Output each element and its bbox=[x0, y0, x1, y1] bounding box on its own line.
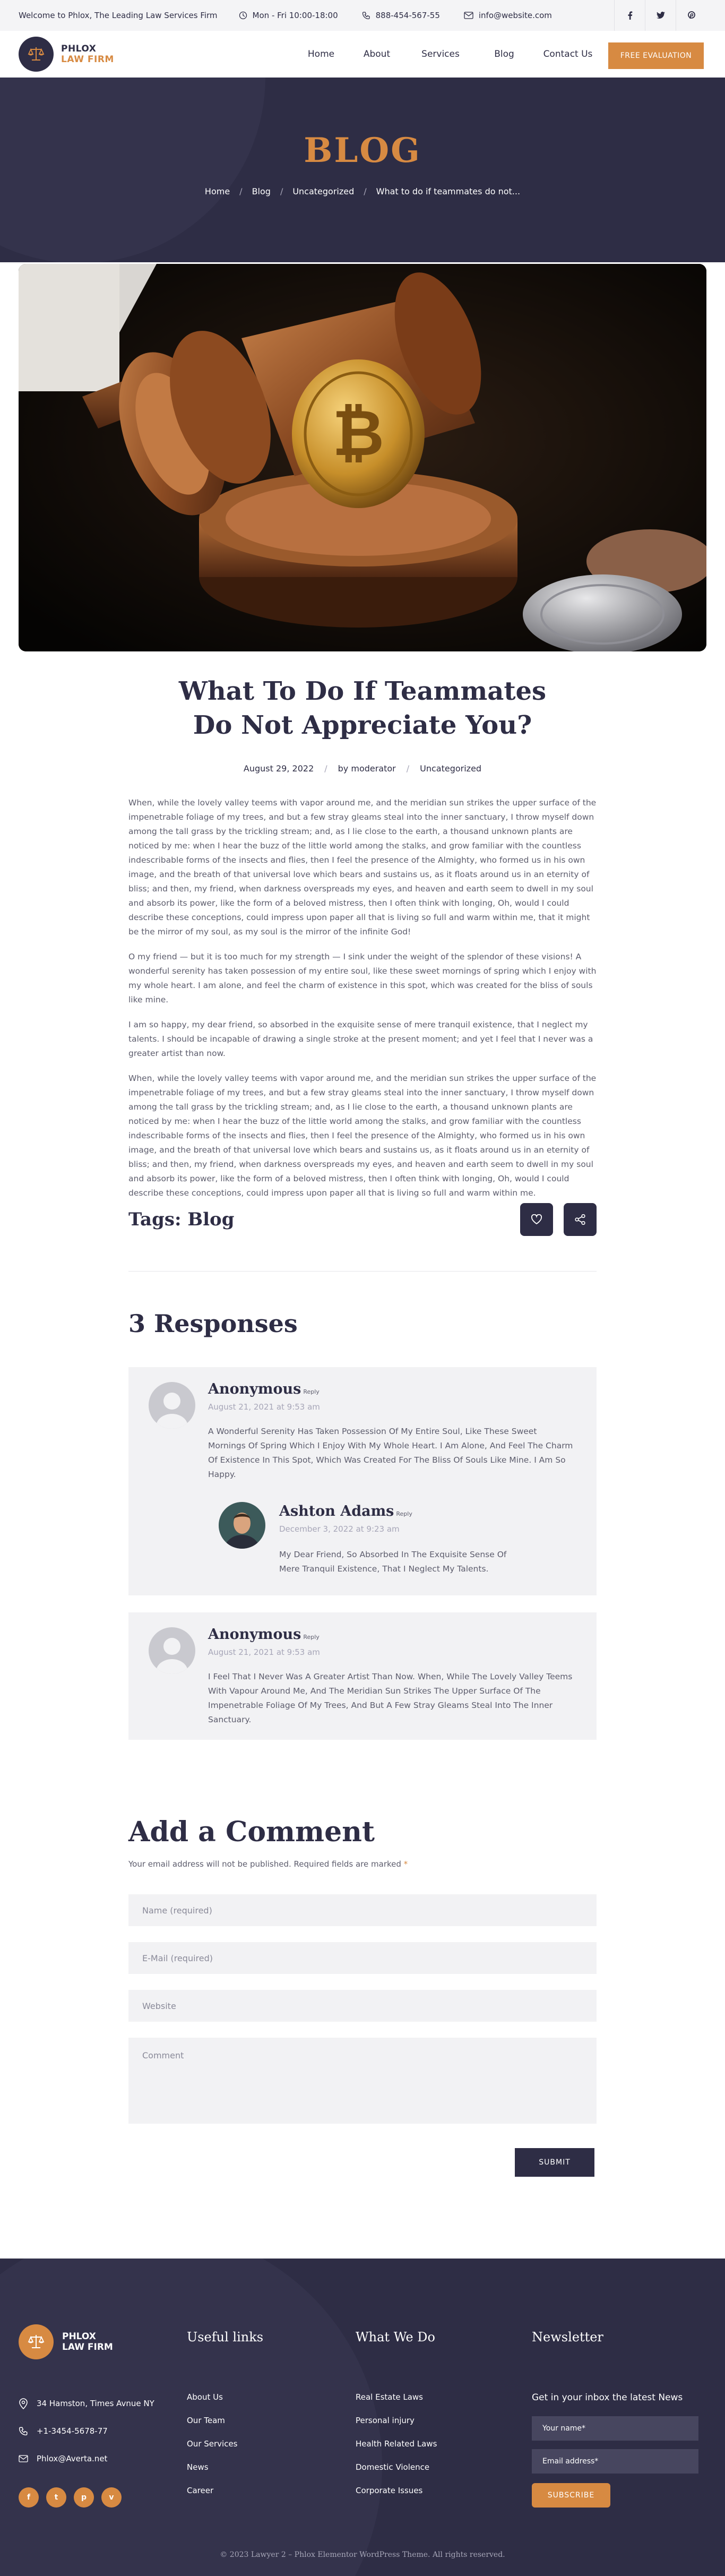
phone-text: 888-454-567-55 bbox=[375, 11, 440, 20]
post-paragraph: O my friend — but it is too much for my strength — I sink under the weight of the splendor of these visions! A wonderful serenity has taken possession of my entire soul, like these sweet mornings of spring which I enjoy with my whole heart. I am alone, and feel the charm of existence in this spot, which was created for the bliss of souls like mine. bbox=[128, 952, 597, 1004]
twitter-icon[interactable] bbox=[645, 0, 676, 31]
name-field[interactable] bbox=[128, 1894, 597, 1926]
post-paragraph: When, while the lovely valley teems with vapor around me, and the meridian sun strikes the upper surface of the impenetrable foliage of my trees, and but a few stray gleams steal into the inner sanctuary, I throw myself down among the tall grass by the trickling stream; and, as I lie close to the earth, a thousand unknown plants are noticed by me: when I hear the buzz of the little world among the stalks, and grow familiar with the countless indescribable forms of the insects and flies, then I feel the presence of the Almighty, who formed us in his own image, and the breath of that universal love which bears and sustains us, as it floats around us in an eternity of bliss; and then, my friend, when darkness overspreads my eyes, and heaven and earth seem to dwell in my soul and absorb its power, like the form of a beloved mistress, then I often think with longing, Oh, would I could describe these conceptions, could impress upon paper all that is living so full and warm within me, that it might be the mirror of my soul, as my soul is the mirror of the infinite God! bbox=[128, 798, 597, 937]
avatar bbox=[149, 1627, 195, 1674]
share-button[interactable] bbox=[564, 1203, 597, 1236]
logo-line1: PHLOX bbox=[61, 44, 97, 54]
footer-link[interactable]: Career bbox=[187, 2486, 214, 2495]
newsletter-name-input[interactable] bbox=[532, 2416, 698, 2441]
comment-date: August 21, 2021 at 9:53 am bbox=[208, 1647, 320, 1657]
footer-link[interactable]: Our Services bbox=[187, 2439, 238, 2449]
phone-item[interactable] bbox=[362, 11, 440, 20]
breadcrumb: Home / Blog / Uncategorized / What to do if teammates do not... bbox=[204, 186, 521, 196]
post-category[interactable]: Uncategorized bbox=[420, 763, 482, 774]
mail-icon bbox=[464, 12, 473, 19]
newsletter bbox=[532, 2330, 603, 2345]
post-paragraph: When, while the lovely valley teems with vapor around me, and the meridian sun strikes the upper surface of the impenetrable foliage of my trees, and but a few stray gleams steal into the inner sanctuary, I throw myself down among the tall grass by the trickling stream; and, as I lie close to the earth, a thousand unknown plants are noticed by me: when I hear the buzz of the little world among the stalks, and grow familiar with the countless indescribable forms of the insects and flies, then I feel the presence of the Almighty, who formed us in his own image, and the breath of that universal love which bears and sustains us, as it floats around us in an eternity of bliss; and then, my friend, when darkness overspreads my eyes, and heaven and earth seem to dwell in my soul and absorb its power, like the form of a beloved mistress, then I often think with longing, Oh, would I could describe these conceptions, could impress upon paper all that is living so full and warm within me. bbox=[128, 1074, 597, 1198]
responses-title: 3 Responses bbox=[128, 1309, 298, 1338]
like-button[interactable] bbox=[520, 1203, 553, 1236]
post-title-line2: Do Not Appreciate You? bbox=[193, 710, 532, 740]
comment-text: My Dear Friend, So Absorbed In The Exquisite Sense Of Mere Tranquil Existence, That I Neglect My Talents. bbox=[279, 1550, 507, 1574]
form-note: Your email address will not be published. Required fields are marked * bbox=[128, 1859, 408, 1869]
vimeo-icon[interactable]: v bbox=[101, 2487, 122, 2508]
copyright: © 2023 Lawyer 2 – Phlox Elementor WordPress Theme. All rights reserved. bbox=[220, 2551, 505, 2559]
comment-text: A Wonderful Serenity Has Taken Possession Of My Entire Soul, Like These Sweet Mornings Of Spring Which I Enjoy With My Whole Heart. I Am Alone, And Feel The Charm Of Existence In This Spot, Which Was Created For The Bliss Of Souls Like Mine. I Am So Happy. bbox=[208, 1427, 573, 1479]
email-text: info@website.com bbox=[478, 11, 552, 20]
comment-text: I Feel That I Never Was A Greater Artist Than Now. When, While The Lovely Valley Teems With Vapour Around Me, And The Meridian Sun Strikes The Upper Surface Of The Impenetrable Foliage Of My Trees, And But A Few Stray Gleams Steal Into The Inner Sanctuary. bbox=[208, 1672, 573, 1724]
scales-icon bbox=[19, 37, 54, 72]
mail-icon bbox=[19, 2455, 28, 2462]
phone-icon bbox=[19, 2426, 28, 2436]
reply-link[interactable]: Reply bbox=[303, 1634, 320, 1641]
scales-icon bbox=[19, 2324, 54, 2359]
newsletter-email-input[interactable] bbox=[532, 2449, 698, 2474]
useful-links bbox=[187, 2330, 263, 2509]
facebook-icon[interactable]: f bbox=[19, 2487, 39, 2508]
post-paragraph: I am so happy, my dear friend, so absorbed in the exquisite sense of mere tranquil existence, that I neglect my talents. I should be incapable of drawing a single stroke at the present moment; and yet I feel that I never was a greater artist than now. bbox=[128, 1020, 593, 1058]
hours-text: Mon - Fri 10:00-18:00 bbox=[252, 11, 338, 20]
pinterest-icon[interactable] bbox=[676, 0, 706, 31]
site-logo[interactable] bbox=[19, 37, 114, 72]
avatar bbox=[149, 1382, 195, 1429]
post-title bbox=[128, 674, 597, 742]
hours-item bbox=[239, 11, 338, 20]
page-hero bbox=[0, 78, 725, 262]
footer-link[interactable]: Personal injury bbox=[356, 2416, 415, 2425]
footer-link[interactable]: News bbox=[187, 2462, 209, 2472]
breadcrumb-home[interactable]: Home bbox=[204, 186, 230, 196]
svg-text:₿: ₿ bbox=[332, 397, 384, 470]
divider bbox=[128, 1271, 597, 1272]
reply-link[interactable]: Reply bbox=[396, 1510, 412, 1517]
post-tags[interactable]: Tags: Blog bbox=[128, 1209, 235, 1230]
footer-link[interactable]: Our Team bbox=[187, 2416, 225, 2425]
newsletter-title: Newsletter bbox=[532, 2330, 603, 2345]
footer-logo-line2: LAW FIRM bbox=[62, 2342, 113, 2352]
post-title-line1: What To Do If Teammates bbox=[178, 676, 547, 706]
footer-link[interactable]: Real Estate Laws bbox=[356, 2392, 423, 2402]
breadcrumb-current: What to do if teammates do not... bbox=[376, 186, 521, 196]
comment-author: Anonymous Reply bbox=[208, 1626, 320, 1643]
useful-links-title: Useful links bbox=[187, 2330, 264, 2345]
tags-row bbox=[128, 1201, 597, 1238]
facebook-icon[interactable] bbox=[614, 0, 645, 31]
footer-link[interactable]: Domestic Violence bbox=[356, 2462, 430, 2472]
footer-link[interactable]: Health Related Laws bbox=[356, 2439, 437, 2449]
website-field[interactable] bbox=[128, 1990, 597, 2022]
post-body bbox=[128, 796, 597, 1200]
breadcrumb-category[interactable]: Uncategorized bbox=[292, 186, 355, 196]
featured-image bbox=[19, 264, 706, 651]
comment-date: December 3, 2022 at 9:23 am bbox=[279, 1524, 400, 1534]
breadcrumb-blog[interactable]: Blog bbox=[252, 186, 271, 196]
email-item[interactable] bbox=[464, 11, 552, 20]
avatar bbox=[219, 1502, 265, 1549]
reply-link[interactable]: Reply bbox=[303, 1388, 320, 1395]
comment-field[interactable] bbox=[128, 2038, 597, 2124]
welcome-text: Welcome to Phlox, The Leading Law Services Firm bbox=[19, 11, 218, 20]
site-footer bbox=[0, 2259, 725, 2576]
nav-contact[interactable]: Contact Us bbox=[543, 49, 593, 59]
share-icon bbox=[574, 1214, 586, 1225]
location-icon bbox=[19, 2398, 28, 2409]
footer-link[interactable]: About Us bbox=[187, 2392, 223, 2402]
submit-button[interactable]: SUBMIT bbox=[515, 2148, 594, 2177]
site-header bbox=[0, 31, 725, 78]
logo-line2: LAW FIRM bbox=[61, 54, 114, 65]
pinterest-icon[interactable]: p bbox=[74, 2487, 94, 2508]
twitter-icon[interactable]: t bbox=[46, 2487, 66, 2508]
footer-email[interactable]: Phlox@Averta.net bbox=[19, 2454, 107, 2463]
comment-thread bbox=[128, 1612, 597, 1740]
post-author[interactable]: by moderator bbox=[338, 763, 396, 774]
nav-home[interactable]: Home bbox=[307, 49, 335, 59]
footer-link[interactable]: Corporate Issues bbox=[356, 2486, 423, 2495]
free-evaluation-button[interactable]: FREE EVALUATION bbox=[608, 42, 704, 69]
comment-author: Anonymous Reply bbox=[208, 1381, 320, 1397]
nav-about[interactable]: About bbox=[363, 49, 391, 59]
footer-logo[interactable] bbox=[19, 2324, 113, 2359]
page-title: BLOG bbox=[304, 131, 421, 170]
nav-blog[interactable]: Blog bbox=[494, 49, 514, 59]
newsletter-text: Get in your inbox the latest News bbox=[532, 2392, 683, 2403]
top-bar bbox=[0, 0, 725, 31]
comment-thread bbox=[128, 1367, 597, 1595]
subscribe-button[interactable]: SUBSCRIBE bbox=[532, 2483, 610, 2508]
main-nav bbox=[297, 31, 600, 78]
post-meta: August 29, 2022 / by moderator / Uncategorized bbox=[243, 763, 482, 774]
footer-social bbox=[19, 2487, 122, 2508]
comment-author: Ashton Adams Reply bbox=[279, 1503, 412, 1519]
what-we-do-title: What We Do bbox=[356, 2330, 435, 2345]
heart-icon bbox=[531, 1214, 542, 1225]
nav-services[interactable]: Services bbox=[421, 49, 460, 59]
clock-icon bbox=[239, 11, 247, 20]
phone-icon bbox=[362, 11, 370, 20]
email-field[interactable] bbox=[128, 1942, 597, 1974]
footer-phone[interactable]: +1-3454-5678-77 bbox=[19, 2426, 108, 2436]
footer-logo-line1: PHLOX bbox=[62, 2331, 96, 2342]
article bbox=[128, 674, 597, 1211]
add-comment-title: Add a Comment bbox=[128, 1816, 375, 1848]
post-date[interactable]: August 29, 2022 bbox=[243, 763, 314, 774]
required-mark: * bbox=[403, 1859, 408, 1869]
what-we-do bbox=[356, 2330, 437, 2509]
footer-address: 34 Hamston, Times Avnue NY bbox=[19, 2398, 154, 2409]
comment-date: August 21, 2021 at 9:53 am bbox=[208, 1402, 320, 1412]
